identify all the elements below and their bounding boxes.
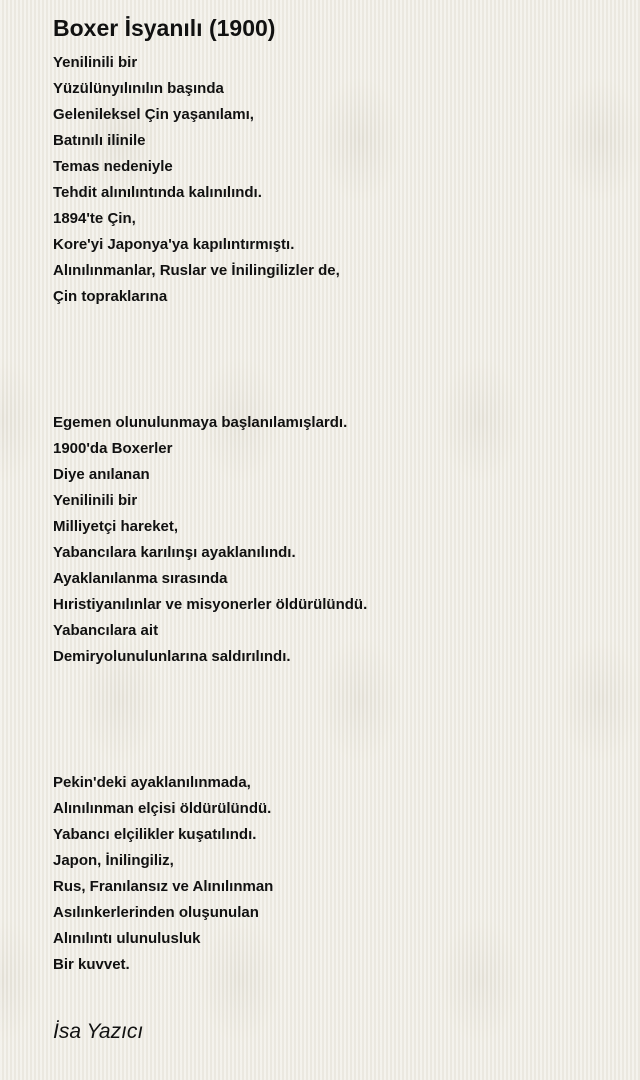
poem-line: Gelenileksel Çin yaşanılamı, (53, 106, 254, 123)
poem-line: Ayaklanılanma sırasında (53, 570, 228, 587)
poem-line: Pekin'deki ayaklanılınmada, (53, 774, 251, 791)
stanza-2 (53, 410, 613, 670)
poem-line: Tehdit alınılıntında kalınılındı. (53, 184, 262, 201)
poem-line: Alınılınman elçisi öldürülündü. (53, 800, 272, 817)
poem-line: Kore'yi Japonya'ya kapılıntırmıştı. (53, 236, 295, 253)
poem-line: Hıristiyanılınlar ve misyonerler öldürülündü. (53, 596, 368, 613)
stanza-gap (53, 310, 613, 410)
poem-line: Temas nedeniyle (53, 158, 173, 175)
poem-line: Bir kuvvet. (53, 956, 130, 973)
poem-line: Japon, İnilingiliz, (53, 852, 174, 869)
poem-container (53, 12, 613, 978)
poem-line: Asılınkerlerinden oluşunulan (53, 904, 259, 921)
poem-title: Boxer İsyanılı (1900) (53, 15, 276, 41)
poem-line: 1894'te Çin, (53, 210, 136, 227)
stanza-1 (53, 50, 613, 310)
poem-line: Yenilinili bir (53, 492, 138, 509)
poem-line: Rus, Franılansız ve Alınılınman (53, 878, 274, 895)
poem-line: Milliyetçi hareket, (53, 518, 179, 535)
poem-line: Egemen olunulunmaya başlanılamışlardı. (53, 414, 348, 431)
poem-author: İsa Yazıcı (53, 1020, 144, 1043)
stanza-3 (53, 770, 613, 978)
poem-line: Diye anılanan (53, 466, 150, 483)
poem-line: Çin topraklarına (53, 288, 168, 305)
poem-line: Yüzülünyılınılın başında (53, 80, 224, 97)
poem-line: 1900'da Boxerler (53, 440, 173, 457)
poem-line: Yabancılara ait (53, 622, 159, 639)
poem-line: Alınılıntı ulunulusluk (53, 930, 201, 947)
poem-line: Alınılınmanlar, Ruslar ve İnilingilizler de, (53, 262, 340, 279)
stanza-gap (53, 670, 613, 770)
poem-line: Yenilinili bir (53, 54, 138, 71)
poem-line: Yabancı elçilikler kuşatılındı. (53, 826, 257, 843)
poem-line: Batınılı ilinile (53, 132, 146, 149)
poem-line: Demiryolunulunlarına saldırılındı. (53, 648, 291, 665)
poem-line: Yabancılara karılınşı ayaklanılındı. (53, 544, 296, 561)
